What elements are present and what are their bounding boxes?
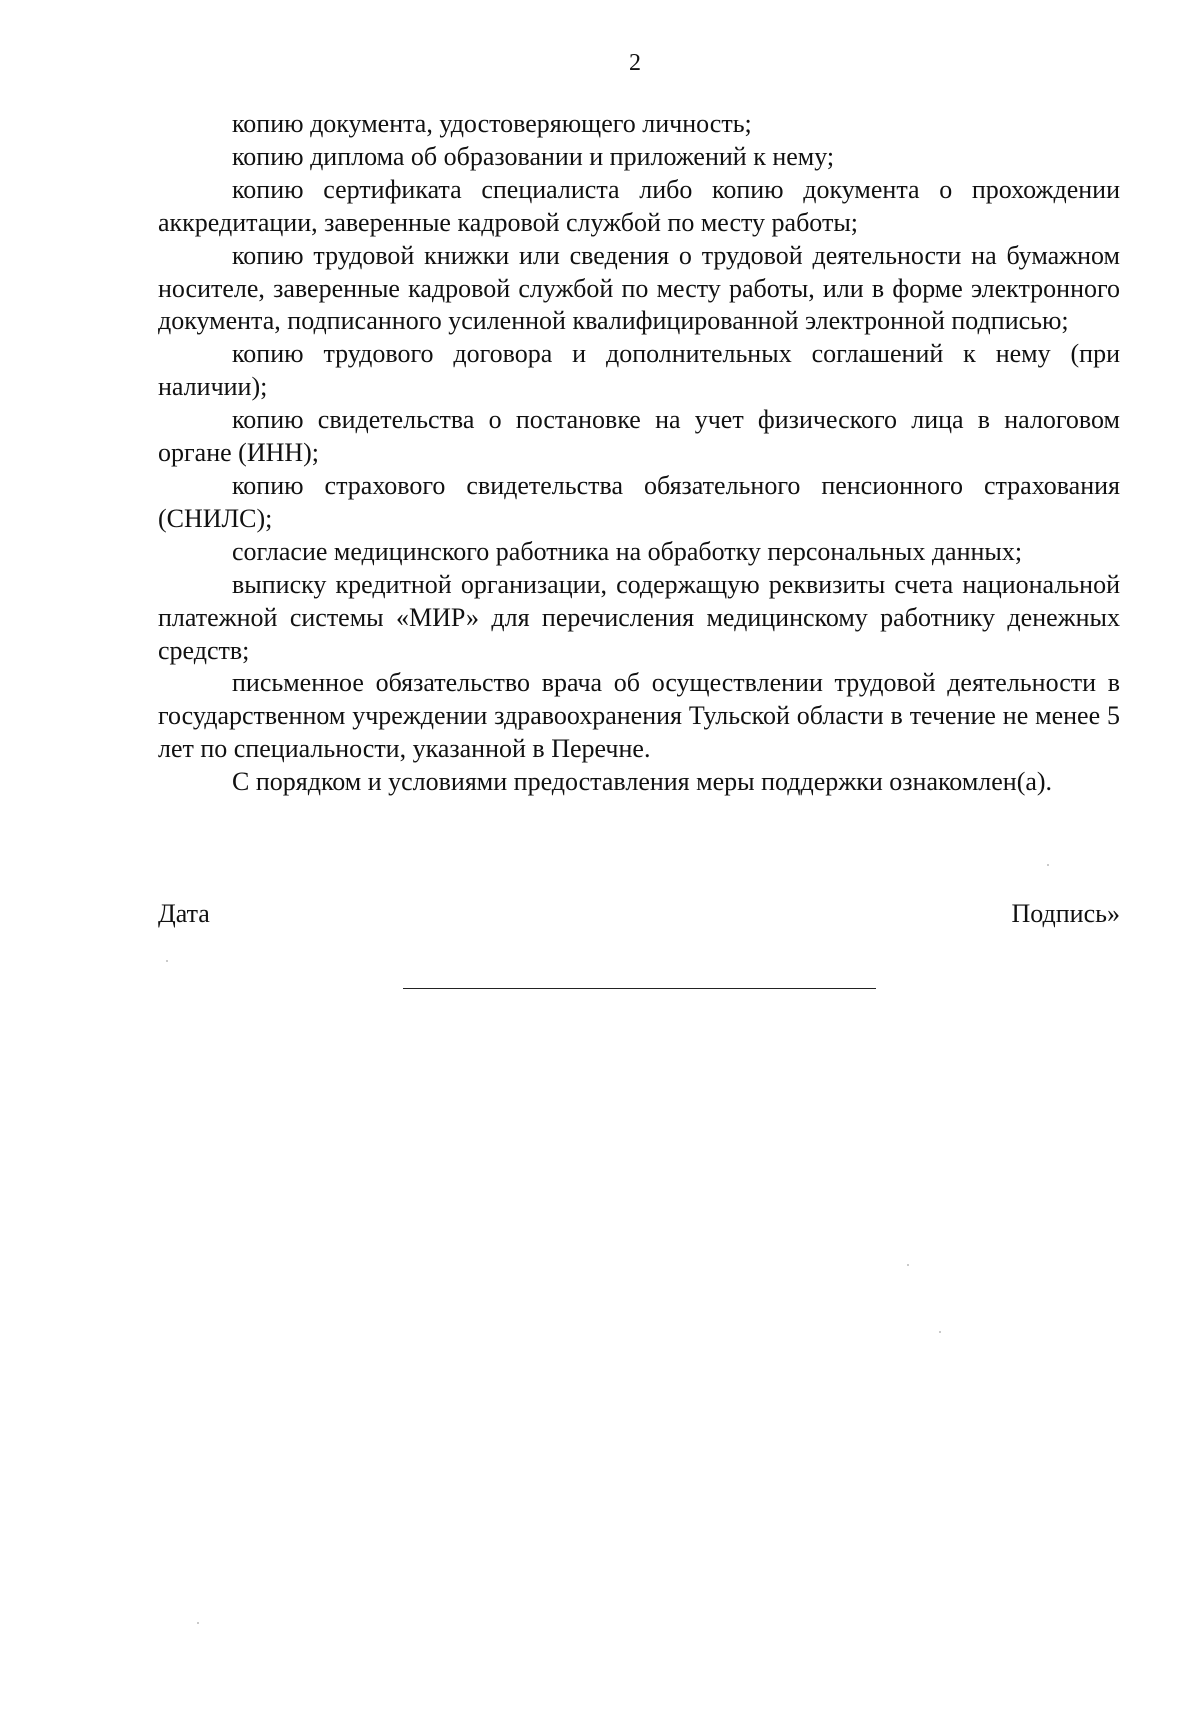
paragraph-acknowledgement: С порядком и условиями предоставления меры поддержки ознакомлен(а). xyxy=(232,767,1053,797)
paragraph-written-obligation: письменное обязательство врача об осуществлении трудовой деятельности в государственном учреждении здравоохранения Тульской области в течение не менее 5 лет по специальности, указанной в Перечне. xyxy=(158,668,1120,764)
paragraph-diploma: копию диплома об образовании и приложений к нему; xyxy=(232,141,835,171)
scan-speck xyxy=(166,960,168,962)
paragraph-certificate: копию сертификата специалиста либо копию документа о прохождении аккредитации, заверенные кадровой службой по месту работы; xyxy=(158,174,1120,237)
scan-speck xyxy=(939,1331,941,1333)
signature-label: Подпись» xyxy=(1011,899,1120,928)
separator-line xyxy=(403,988,876,989)
paragraph-identity-document: копию документа, удостоверяющего личность; xyxy=(232,109,752,138)
paragraph-personal-data-consent: согласие медицинского работника на обработку персональных данных; xyxy=(232,536,1023,566)
paragraph-bank-statement: выписку кредитной организации, содержащую реквизиты счета национальной платежной системы «МИР» для перечисления медицинскому работнику денежных средств; xyxy=(158,569,1120,665)
paragraph-employment-record: копию трудовой книжки или сведения о трудовой деятельности на бумажном носителе, заверенные кадровой службой по месту работы, или в форме электронного документа, подписанного усиленной квалифицированной электронной подписью; xyxy=(158,240,1120,336)
scan-speck xyxy=(1047,864,1049,866)
paragraph-snils: копию страхового свидетельства обязательного пенсионного страхования (СНИЛС); xyxy=(158,470,1120,533)
date-label: Дата xyxy=(158,899,210,928)
page-number: 2 xyxy=(629,50,641,76)
scan-speck xyxy=(907,1264,909,1266)
document-body xyxy=(158,108,1120,799)
paragraph-employment-contract: копию трудового договора и дополнительных соглашений к нему (при наличии); xyxy=(158,339,1120,402)
scan-speck xyxy=(197,1622,199,1624)
signature-row xyxy=(158,898,1120,930)
paragraph-inn: копию свидетельства о постановке на учет физического лица в налоговом органе (ИНН); xyxy=(158,405,1120,468)
